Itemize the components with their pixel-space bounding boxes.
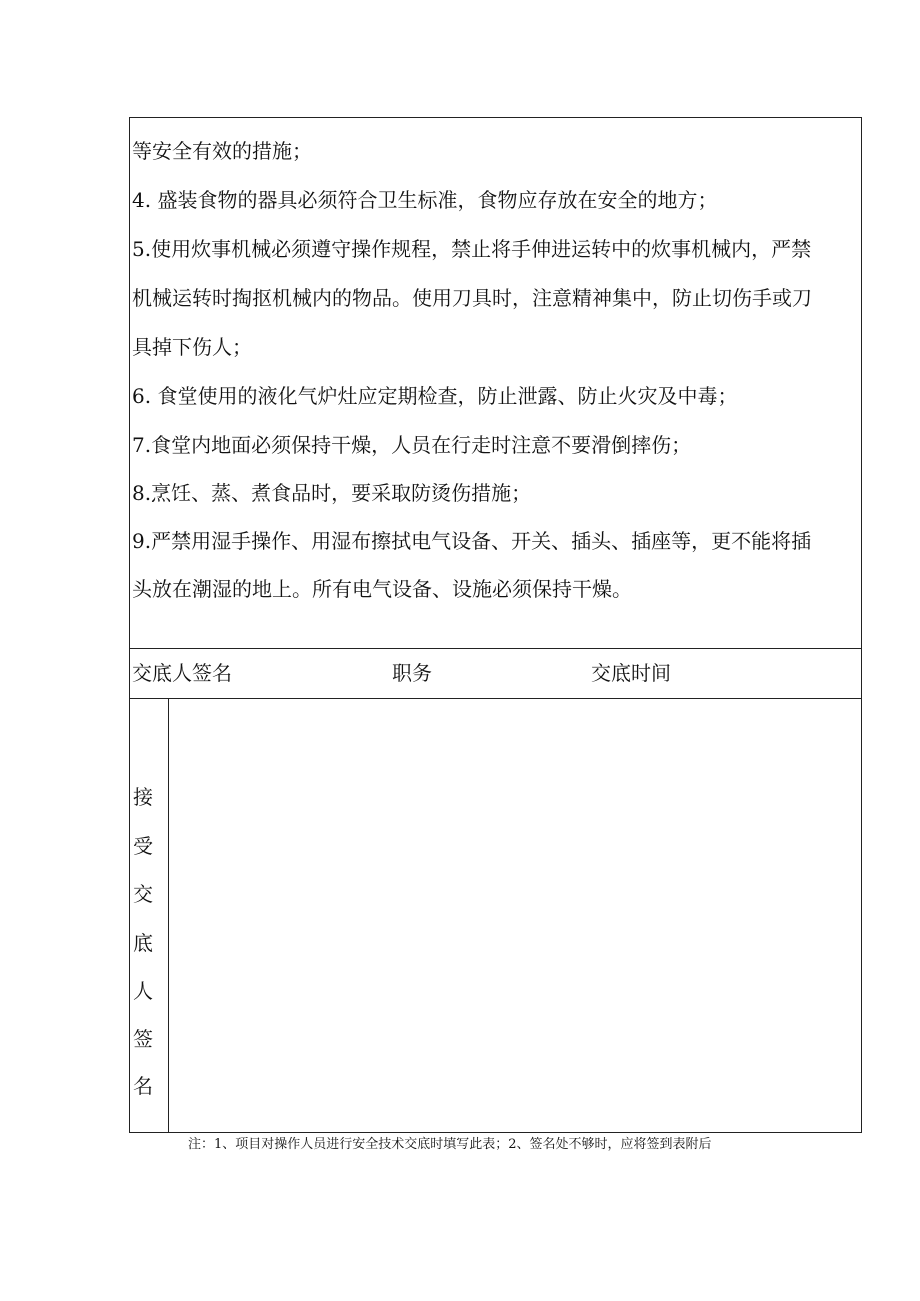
receiver-label-char: 签 <box>133 1027 153 1051</box>
content-line: 具掉下伤人； <box>132 335 252 359</box>
receiver-label-char: 名 <box>133 1074 153 1098</box>
content-line <box>132 529 859 553</box>
content-line: 6. 食堂使用的液化气炉灶应定期检查，防止泄露、防止火灾及中毒； <box>132 384 738 408</box>
content-line: 头放在潮湿的地上。所有电气设备、设施必须保持干燥。 <box>132 577 632 601</box>
footnote: 注：1、项目对操作人员进行安全技术交底时填写此表；2、签名处不够时，应将签到表附后 <box>188 1137 712 1152</box>
disclosure-time-label: 交底时间 <box>591 661 671 685</box>
disclosure-table <box>129 117 862 1133</box>
receiver-signature-label-cell <box>130 699 169 1132</box>
receiver-signature-area[interactable] <box>169 699 861 1132</box>
position-label: 职务 <box>392 661 432 685</box>
disclosure-content-cell <box>130 118 861 649</box>
content-line: 8.烹饪、蒸、煮食品时，要采取防烫伤措施； <box>132 481 532 505</box>
content-line-text: 9.严禁用湿手操作、用湿布擦拭电气设备、开关、插头、插座等，更不能将插 <box>132 529 812 553</box>
content-line: 4. 盛装食物的器具必须符合卫生标准，食物应存放在安全的地方； <box>132 188 718 212</box>
content-line-text: 5.使用炊事机械必须遵守操作规程，禁止将手伸进运转中的炊事机械内，严禁 <box>132 237 812 261</box>
content-line <box>132 286 859 310</box>
receiver-label-char: 底 <box>133 931 153 955</box>
content-line: 等安全有效的措施； <box>132 139 312 163</box>
signature-row <box>130 649 861 699</box>
content-line: 7.食堂内地面必须保持干燥，人员在行走时注意不要滑倒摔伤； <box>132 433 692 457</box>
receiver-label-char: 人 <box>133 979 153 1003</box>
content-line <box>132 237 859 261</box>
receiver-label-char: 交 <box>133 882 153 906</box>
receiver-label-char: 接 <box>133 785 153 809</box>
discloser-signature-label: 交底人签名 <box>132 661 232 685</box>
content-line-text: 机械运转时掏抠机械内的物品。使用刀具时，注意精神集中，防止切伤手或刀 <box>132 286 812 310</box>
receiver-label-char: 受 <box>133 834 153 858</box>
